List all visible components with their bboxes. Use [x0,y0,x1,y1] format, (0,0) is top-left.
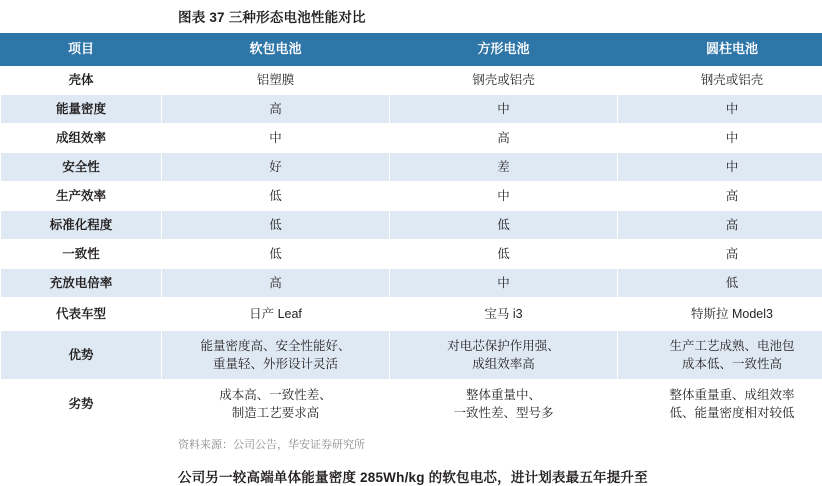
table-row [1,124,822,153]
cell-line: 对电芯保护作用强、 [394,337,613,355]
row-label: 优势 [1,331,162,380]
cell-cylindrical [618,269,822,298]
cell-prismatic [390,240,618,269]
cell-prismatic [390,331,618,380]
cell-pouch [162,182,390,211]
cell-cylindrical [618,182,822,211]
cell-line: 好 [166,158,385,176]
table-row [1,153,822,182]
cell-line: 特斯拉 Model3 [622,305,822,323]
cell-pouch [162,95,390,124]
cell-line: 差 [394,158,613,176]
cell-cylindrical [618,380,822,429]
cell-cylindrical [618,153,822,182]
row-label: 标准化程度 [1,211,162,240]
row-label: 安全性 [1,153,162,182]
cell-cylindrical [618,298,822,331]
cell-prismatic [390,124,618,153]
table-row [1,240,822,269]
cell-line: 低 [166,187,385,205]
cell-pouch [162,298,390,331]
cell-pouch [162,331,390,380]
cell-pouch [162,66,390,95]
cell-prismatic [390,95,618,124]
cell-line: 重量轻、外形设计灵活 [166,355,385,373]
cell-line: 低 [394,216,613,234]
cell-pouch [162,380,390,429]
column-header-pouch: 软包电池 [162,34,390,66]
cell-line: 生产工艺成熟、电池包 [622,337,822,355]
cell-pouch [162,153,390,182]
cell-cylindrical [618,331,822,380]
cell-prismatic [390,153,618,182]
row-label: 充放电倍率 [1,269,162,298]
cell-line: 整体重量中、 [394,386,613,404]
cell-line: 钢壳或铝壳 [394,71,613,89]
cell-line: 中 [166,129,385,147]
cell-pouch [162,124,390,153]
table-body [1,66,822,429]
cell-line: 中 [622,158,822,176]
table-row [1,269,822,298]
cell-pouch [162,211,390,240]
row-label: 代表车型 [1,298,162,331]
cell-cylindrical [618,240,822,269]
table-row [1,211,822,240]
row-label: 劣势 [1,380,162,429]
cell-line: 高 [622,187,822,205]
cell-prismatic [390,380,618,429]
cell-line: 高 [166,274,385,292]
cell-line: 钢壳或铝壳 [622,71,822,89]
figure-title: 图表 37 三种形态电池性能对比 [0,0,822,33]
cell-prismatic [390,298,618,331]
cell-line: 一致性差、型号多 [394,404,613,422]
body-paragraph: 公司另一较高端单体能量密度 285Wh/kg 的软包电芯，进计划表最五年提升至 [0,452,822,486]
cell-line: 能量密度高、安全性能好、 [166,337,385,355]
comparison-table [0,33,822,429]
cell-line: 整体重量重、成组效率 [622,386,822,404]
row-label: 生产效率 [1,182,162,211]
cell-line: 中 [622,129,822,147]
cell-line: 成本低、一致性高 [622,355,822,373]
cell-line: 低 [166,245,385,263]
cell-line: 低 [622,274,822,292]
column-header-cylindrical: 圆柱电池 [618,34,822,66]
cell-line: 宝马 i3 [394,305,613,323]
column-header-prismatic: 方形电池 [390,34,618,66]
cell-pouch [162,240,390,269]
figure-source: 资料来源：公司公告，华安证券研究所 [0,429,822,452]
table-row [1,380,822,429]
cell-line: 成本高、一致性差、 [166,386,385,404]
cell-line: 中 [394,100,613,118]
cell-cylindrical [618,66,822,95]
cell-line: 中 [622,100,822,118]
cell-line: 中 [394,187,613,205]
table-row [1,182,822,211]
cell-line: 铝塑膜 [166,71,385,89]
cell-line: 中 [394,274,613,292]
cell-prismatic [390,211,618,240]
cell-line: 高 [622,245,822,263]
cell-line: 高 [622,216,822,234]
row-label: 成组效率 [1,124,162,153]
cell-line: 低 [394,245,613,263]
row-label: 一致性 [1,240,162,269]
cell-prismatic [390,66,618,95]
cell-pouch [162,269,390,298]
cell-prismatic [390,269,618,298]
cell-line: 成组效率高 [394,355,613,373]
cell-line: 低 [166,216,385,234]
cell-prismatic [390,182,618,211]
column-header-item: 项目 [1,34,162,66]
cell-line: 日产 Leaf [166,305,385,323]
table-row [1,298,822,331]
row-label: 能量密度 [1,95,162,124]
cell-line: 制造工艺要求高 [166,404,385,422]
cell-line: 低、能量密度相对较低 [622,404,822,422]
cell-cylindrical [618,211,822,240]
cell-cylindrical [618,95,822,124]
cell-line: 高 [166,100,385,118]
cell-cylindrical [618,124,822,153]
cell-line: 高 [394,129,613,147]
table-header [1,34,822,66]
table-row [1,66,822,95]
table-header-row [1,34,822,66]
table-row [1,95,822,124]
row-label: 壳体 [1,66,162,95]
table-row [1,331,822,380]
